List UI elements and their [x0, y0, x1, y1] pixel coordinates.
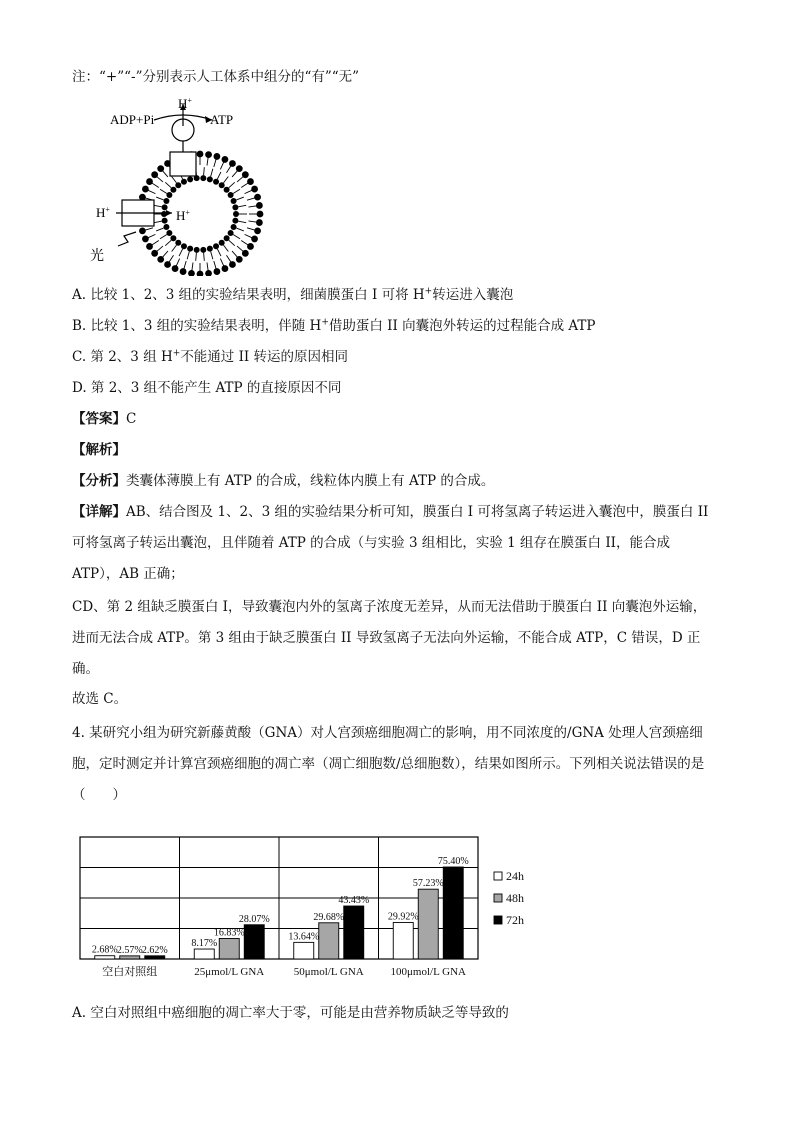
lipid-tail-inner: [156, 197, 163, 200]
lipid-tail-inner: [160, 235, 167, 239]
bar-48h-1: [219, 938, 239, 959]
lipid-tail-outer: [232, 251, 237, 257]
lipid-head-outer: [146, 178, 153, 185]
lipid-tail-outer: [245, 234, 252, 237]
lipid-head-inner: [232, 204, 238, 210]
bar-value-label: 29.68%: [313, 911, 345, 923]
category-label: 25μmol/L GNA: [194, 966, 265, 978]
lipid-head-outer: [229, 160, 236, 167]
vesicle-membrane-diagram: [88, 96, 328, 276]
lipid-head-inner: [219, 240, 225, 246]
category-label: 100μmol/L GNA: [390, 966, 466, 978]
bar-48h-2: [319, 923, 339, 959]
lipid-tail-outer: [214, 159, 216, 167]
lipid-head-inner: [207, 176, 213, 182]
lipid-tail-outer: [163, 251, 168, 257]
lipid-tail-outer: [237, 246, 243, 251]
lipid-head-outer: [222, 265, 229, 272]
bar-value-label: 29.92%: [387, 911, 419, 923]
lipid-tail-outer: [245, 190, 252, 193]
lipid-tail-inner: [154, 205, 162, 206]
lipid-head-outer: [180, 268, 187, 275]
lipid-tail-outer: [163, 171, 168, 177]
lipid-head-outer: [146, 243, 153, 250]
lipid-tail-inner: [172, 176, 177, 182]
lipid-head-inner: [231, 198, 237, 204]
legend-label-24h: 24h: [506, 869, 524, 883]
lipid-head-inner: [200, 175, 206, 181]
lipid-head-inner: [166, 230, 172, 236]
xiangjie-line-1: 【详解】AB、结合图及 1、2、3 组的实验结果分析可知，膜蛋白 I 可将氢离子转运进入囊泡中，膜蛋白 II: [72, 504, 709, 520]
xiangjie-line-2: 可将氢离子转运出囊泡，且伴随着 ATP 的合成（与实验 3 组相比，实验 1 组存在膜蛋白 II，能合成: [72, 535, 670, 551]
lipid-head-inner: [166, 192, 172, 198]
lipid-tail-outer: [192, 263, 193, 271]
lipid-tail-outer: [226, 255, 230, 262]
lipid-tail-inner: [229, 182, 235, 187]
lipid-head-outer: [256, 219, 263, 226]
lipid-tail-inner: [154, 221, 162, 222]
q4-stem-line-1: 4. 某研究小组为研究新藤黄酸（GNA）对人宫颈癌细胞凋亡的影响，用不同浓度的/GNA 处理人宫颈癌细: [72, 725, 703, 741]
lipid-head-inner: [175, 182, 181, 188]
lipid-head-inner: [175, 240, 181, 246]
lipid-head-inner: [181, 243, 187, 249]
lipid-tail-outer: [249, 206, 257, 207]
lipid-head-outer: [247, 243, 254, 250]
lipid-head-inner: [219, 182, 225, 188]
lipid-tail-outer: [220, 259, 223, 266]
lipid-head-outer: [229, 261, 236, 268]
lipid-tail-inner: [217, 249, 221, 256]
lipid-tail-outer: [184, 261, 186, 269]
lipid-tail-inner: [204, 167, 205, 175]
lipid-head-inner: [170, 187, 176, 193]
lipid-tail-inner: [229, 240, 235, 245]
lipid-head-inner: [162, 218, 168, 224]
lipid-head-inner: [162, 204, 168, 210]
lipid-tail-outer: [152, 240, 159, 244]
lipid-tail-outer: [157, 177, 163, 182]
bar-value-label: 57.23%: [412, 878, 444, 890]
lipid-head-outer: [222, 156, 229, 163]
h-outer-label: H+: [96, 205, 110, 220]
lipid-tail-outer: [237, 177, 243, 182]
lipid-tail-inner: [165, 182, 171, 187]
lipid-tail-outer: [157, 246, 163, 251]
option-d-q3: D. 第 2、3 组不能产生 ATP 的直接原因不同: [72, 380, 342, 396]
q4-stem-line-2: 胞，定时测定并计算宫颈癌细胞的凋亡率（凋亡细胞数/总细胞数），结果如图所示。下列相关说法错误的是: [72, 756, 705, 772]
adp-pi-label: ADP+Pi: [110, 112, 155, 127]
xiangjie-line-4: CD、第 2 组缺乏膜蛋白 I，导致囊泡内外的氢离子浓度无差异，从而无法借助于膜蛋白 II 向囊泡外运输，: [72, 599, 707, 615]
legend-label-48h: 48h: [506, 891, 524, 905]
lipid-tail-inner: [233, 235, 240, 239]
xiangjie-line-5: 进而无法合成 ATP。第 3 组由于缺乏膜蛋白 II 导致氢离子无法向外运输，不能合成 ATP，C 错误，D 正: [72, 630, 701, 646]
lipid-head-inner: [207, 246, 213, 252]
lipid-tail-outer: [145, 228, 153, 230]
lipid-tail-inner: [217, 172, 221, 179]
lipid-tail-inner: [236, 228, 243, 231]
bar-value-label: 75.40%: [437, 856, 469, 868]
analysis-heading: 【解析】: [72, 442, 126, 458]
h-inner-label: H+: [176, 208, 190, 223]
lipid-head-outer: [205, 151, 212, 158]
lipid-head-outer: [205, 270, 212, 276]
category-label: 50μmol/L GNA: [293, 966, 364, 978]
lipid-head-outer: [214, 153, 221, 160]
lipid-head-outer: [247, 178, 254, 185]
lipid-head-outer: [197, 271, 204, 276]
lipid-head-outer: [142, 236, 149, 243]
lipid-head-inner: [213, 179, 219, 185]
bar-value-label: 28.07%: [238, 913, 270, 925]
bar-24h-3: [393, 922, 413, 959]
bar-value-label: 16.83%: [213, 927, 245, 939]
lipid-head-outer: [251, 236, 258, 243]
apoptosis-bar-chart: [60, 815, 540, 990]
bar-24h-2: [294, 942, 314, 959]
lipid-head-outer: [197, 151, 204, 158]
lipid-head-inner: [187, 246, 193, 252]
lipid-tail-inner: [187, 252, 189, 260]
xiangjie-line-6: 确。: [72, 661, 99, 677]
lipid-head-inner: [232, 218, 238, 224]
membrane-protein-ii: [170, 152, 196, 176]
lipid-tail-outer: [176, 259, 179, 266]
lipid-tail-inner: [224, 176, 229, 182]
lipid-tail-outer: [148, 190, 155, 193]
lipid-head-inner: [224, 235, 230, 241]
lipid-head-inner: [194, 247, 200, 253]
lipid-tail-inner: [233, 189, 240, 193]
lipid-tail-outer: [247, 198, 255, 200]
legend-swatch-24h: [494, 872, 502, 880]
lipid-head-inner: [213, 243, 219, 249]
fenxi-line: 【分析】类囊体薄膜上有 ATP 的合成，线粒体内膜上有 ATP 的合成。: [72, 473, 495, 489]
lipid-tail-inner: [238, 221, 246, 222]
lipid-tail-outer: [232, 171, 237, 177]
lipid-tail-inner: [160, 189, 167, 193]
lipid-head-outer: [139, 228, 146, 235]
lipid-tail-inner: [236, 197, 243, 200]
lipid-tail-outer: [226, 166, 230, 173]
legend-label-72h: 72h: [506, 913, 524, 927]
bar-value-label: 8.17%: [191, 938, 218, 950]
lipid-head-outer: [254, 228, 261, 235]
lipid-tail-inner: [179, 249, 183, 256]
lipid-head-outer: [251, 186, 258, 193]
lipid-tail-outer: [249, 221, 257, 222]
lipid-head-inner: [170, 235, 176, 241]
lipid-tail-outer: [247, 228, 255, 230]
lipid-head-outer: [257, 211, 264, 218]
lipid-tail-outer: [207, 263, 208, 271]
bar-value-label: 43.43%: [338, 895, 370, 907]
h-top-label: H+: [178, 96, 192, 111]
lipid-tail-inner: [196, 253, 197, 261]
category-label: 空白对照组: [102, 966, 158, 978]
q4-option-a: A. 空白对照组中癌细胞的凋亡率大于零，可能是由营养物质缺乏等导致的: [72, 1005, 509, 1021]
legend-swatch-48h: [494, 894, 502, 902]
lipid-tail-outer: [241, 240, 248, 244]
option-a-q3: A. 比较 1、2、3 组的实验结果表明，细菌膜蛋白 I 可将 H+转运进入囊泡: [72, 286, 514, 303]
answer-line: 【答案】C: [72, 411, 137, 427]
lipid-head-outer: [164, 261, 171, 268]
option-c-q3: C. 第 2、3 组 H+不能通过 II 转运的原因相同: [72, 348, 349, 365]
bar-24h-0: [95, 956, 115, 959]
bar-48h-3: [418, 889, 438, 959]
h-influx-arrowhead: [166, 210, 172, 216]
atp-label: ATP: [210, 112, 234, 127]
lipid-tail-outer: [220, 162, 223, 169]
xiangjie-line-7: 故选 C。: [72, 691, 128, 707]
lipid-head-inner: [181, 179, 187, 185]
lipid-tail-outer: [148, 234, 155, 237]
lipid-tail-outer: [207, 158, 208, 166]
lipid-head-inner: [233, 211, 239, 217]
legend-swatch-72h: [494, 916, 502, 924]
lipid-tail-outer: [152, 183, 159, 187]
bar-72h-3: [443, 867, 463, 959]
lipid-tail-inner: [156, 228, 163, 231]
lipid-head-inner: [231, 224, 237, 230]
lipid-tail-inner: [172, 245, 177, 251]
lipid-head-inner: [187, 176, 193, 182]
light-label: 光: [90, 248, 104, 264]
lipid-tail-inner: [165, 240, 171, 245]
lipid-tail-inner: [238, 205, 246, 206]
option-b-q3: B. 比较 1、3 组的实验结果表明，伴随 H+借助蛋白 II 向囊泡外转运的过程能合成 ATP: [72, 317, 596, 334]
lipid-tail-inner: [224, 245, 229, 251]
lipid-head-outer: [188, 270, 195, 276]
bar-72h-2: [344, 906, 364, 959]
lipid-head-outer: [256, 202, 263, 209]
lipid-head-inner: [163, 224, 169, 230]
lipid-tail-outer: [214, 261, 216, 269]
lipid-tail-inner: [204, 253, 205, 261]
lipid-tail-outer: [169, 255, 173, 262]
bar-72h-0: [145, 956, 165, 959]
lipid-head-inner: [200, 247, 206, 253]
lipid-tail-inner: [211, 252, 213, 260]
bar-48h-0: [120, 956, 140, 959]
lipid-head-outer: [142, 186, 149, 193]
bar-value-label: 13.64%: [288, 931, 320, 943]
bar-72h-1: [244, 925, 264, 959]
xiangjie-line-3: ATP），AB 正确；: [72, 566, 184, 582]
lipid-head-inner: [228, 230, 234, 236]
lipid-head-inner: [224, 187, 230, 193]
lipid-head-outer: [254, 194, 261, 201]
bar-value-label: 2.62%: [141, 944, 168, 956]
lipid-head-outer: [172, 265, 179, 272]
bar-value-label: 2.57%: [116, 944, 143, 956]
table-note: 注：“+”“-”分别表示人工体系中组分的“有”“无”: [72, 69, 360, 85]
lipid-head-inner: [163, 198, 169, 204]
lightning-icon: [118, 232, 136, 246]
lipid-head-outer: [214, 268, 221, 275]
lipid-tail-inner: [211, 169, 213, 177]
q4-stem-line-3: （ ）: [72, 787, 126, 803]
bar-24h-1: [194, 949, 214, 959]
lipid-head-inner: [228, 192, 234, 198]
bar-value-label: 2.68%: [91, 944, 118, 956]
lipid-tail-outer: [241, 183, 248, 187]
